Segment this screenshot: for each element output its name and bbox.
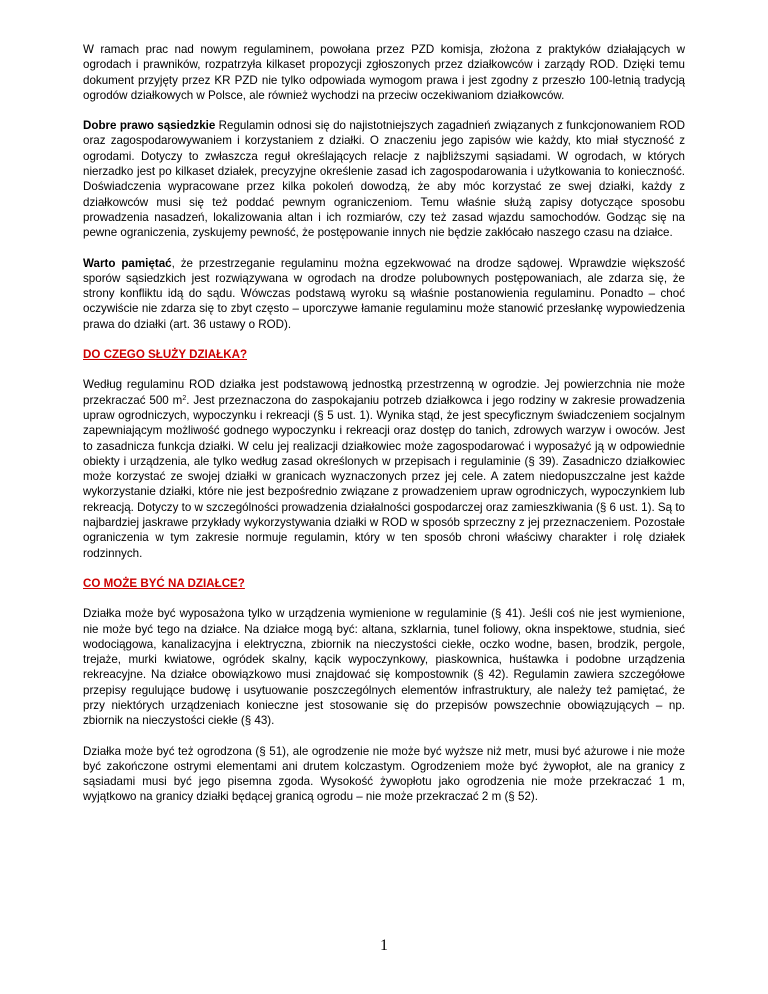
purpose-text-b: . Jest przeznaczona do zaspokajaniu potrzeb działkowca i jego rodziny w zakresie prowadzenia upraw ogrodniczych, wypoczynku i rekreacji (§ 5 ust. 1). Wynika stąd, że jest specyficznym świadczeniem socjalnym zapewniającym możliwość godnego wypoczynku i rekreacji oraz dostęp do tanich, zdrowych warzyw i owoców. Jest to zasadnicza funkcja działki. W celu jej realizacji działkowiec może zagospodarować i wyposażyć ją w odpowiednie obiekty i urządzenia, ale tylko według zasad określonych w przepisach i regulaminie (§ 39). Zasadniczo działkowiec może korzystać ze swojej działki w granicach wyznaczonych przez jej cele. A zatem niedopuszczalne jest każde wykorzystanie działki, które nie jest bezpośrednio związane z prowadzeniem upraw ogrodniczych, wypoczynkiem lub rekreacją. Dotyczy to w szczególności prowadzenia działalności gospodarczej oraz zamieszkiwania (§ 6 ust. 1). Są to najbardziej jaskrawe przykłady wykorzystywania działki w ROD w sposób sprzeczny z jej przeznaczeniem. Pozostałe ograniczenia w tym zakresie normuje regulamin, który w ten sposób chroni właściwy charakter i rolę działek rodzinnych. [83, 393, 685, 560]
purpose-text-a: Według regulaminu ROD działka jest podstawową jednostką przestrzenną w ogrodzie. Jej powierzchnia nie może przekraczać 500 m [83, 378, 685, 407]
neighbor-law-lead: Dobre prawo sąsiedzkie [83, 119, 216, 133]
intro-paragraph: W ramach prac nad nowym regulaminem, powołana przez PZD komisja, złożona z praktyków działających w ogrodach i prawników, rozpatrzyła kilkaset propozycji zgłoszonych przez działkowców i zarządy ROD. Dzięki temu dokument przyjęty przez KR PZD nie tylko odpowiada wymogom prawa i jest zgodny z przeszło 100-letnią tradycją ogrodów działkowych w Polsce, ale również wychodzi na przeciw oczekiwaniom działkowców. [83, 43, 685, 102]
remember-lead: Warto pamiętać [83, 256, 172, 270]
area-unit-superscript: 2 [182, 394, 187, 402]
remember-paragraph [83, 256, 685, 332]
document-page [83, 42, 685, 820]
equipment-paragraph: Działka może być wyposażona tylko w urządzenia wymienione w regulaminie (§ 41). Jeśli coś nie jest wymienione, nie może być tego na działce. Na działce mogą być: altana, szklarnia, tunel foliowy, okna inspektowe, studnia, sieć wodociągowa, kanalizacyjna i elektryczna, zbiornik na nieczystości ciekłe, oczko wodne, basen, brodzik, pergole, trejaże, murki kwiatowe, ogródek skalny, kącik wypoczynkowy, piaskownica, huśtawka i podobne urządzenia rekreacyjne. Na działce obowiązkowo musi znajdować się kompostownik (§ 42). Regulamin zawiera szczegółowe przepisy regulujące budowę i usytuowanie poszczególnych elementów infrastruktury, ale należy też pamiętać, że przy niektórych urządzeniach konieczne jest stosowanie się do przepisów powszechnie obowiązujących – np. zbiornik na nieczystości ciekłe (§ 43). [83, 607, 685, 728]
section-heading-equipment: CO MOŻE BYĆ NA DZIAŁCE? [83, 576, 245, 590]
neighbor-law-paragraph [83, 118, 685, 240]
fence-paragraph: Działka może być też ogrodzona (§ 51), ale ogrodzenie nie może być wyższe niż metr, musi być ażurowe i nie może być zakończone ostrymi elementami ani drutem kolczastym. Ogrodzeniem może być żywopłot, ale na granicy z sąsiadami musi być jego pisemna zgoda. Wysokość żywopłotu jako ogrodzenia nie może przekraczać 1 m, wyjątkowo na granicy działki będącej granicą ogrodu – nie może przekraczać 2 m (§ 52). [83, 744, 685, 804]
page-number: 1 [380, 937, 388, 954]
neighbor-law-text: Regulamin odnosi się do najistotniejszych zagadnień związanych z funkcjonowaniem ROD oraz zagospodarowywaniem i korzystaniem z działki. O znaczeniu jego zapisów wie każdy, kto miał styczność z ogrodami. Dotyczy to zwłaszcza reguł określających relacje z najbliższymi sąsiadami. W ogrodach, w których nierzadko jest po kilkaset działek, precyzyjne określenie zasad ich zagospodarowania i użytkowania to konieczność. Doświadczenia wypracowane przez kilka pokoleń dowodzą, że aby móc korzystać ze swej działki, każdy z działkowców musi się też poddać pewnym ograniczeniom. Temu właśnie służą zapisy dotyczące sposobu prowadzenia nasadzeń, lokalizowania altan i ich rozmiarów, czy też zasad wjazdu samochodów. Godząc się na pewne ograniczenia, zyskujemy pewność, że postępowanie innych nie będzie zakłócało naszego czasu na działce. [83, 119, 685, 240]
section-heading-purpose: DO CZEGO SŁUŻY DZIAŁKA? [83, 348, 248, 362]
purpose-paragraph [83, 377, 685, 561]
remember-text: , że przestrzeganie regulaminu można egzekwować na drodze sądowej. Wprawdzie większość sporów sąsiedzkich jest rozwiązywana w ogrodach na drodze polubownych postępowaniach, ale zdarza się, że strony konfliktu idą do sądu. Wówczas podstawą wyroku są właśnie postanowienia regulaminu. Ponadto – choć oczywiście nie zdarza się to zbyt często – uporczywe łamanie regulaminu może stanowić przesłankę wypowiedzenia prawa do działki (art. 36 ustawy o ROD). [83, 256, 685, 331]
